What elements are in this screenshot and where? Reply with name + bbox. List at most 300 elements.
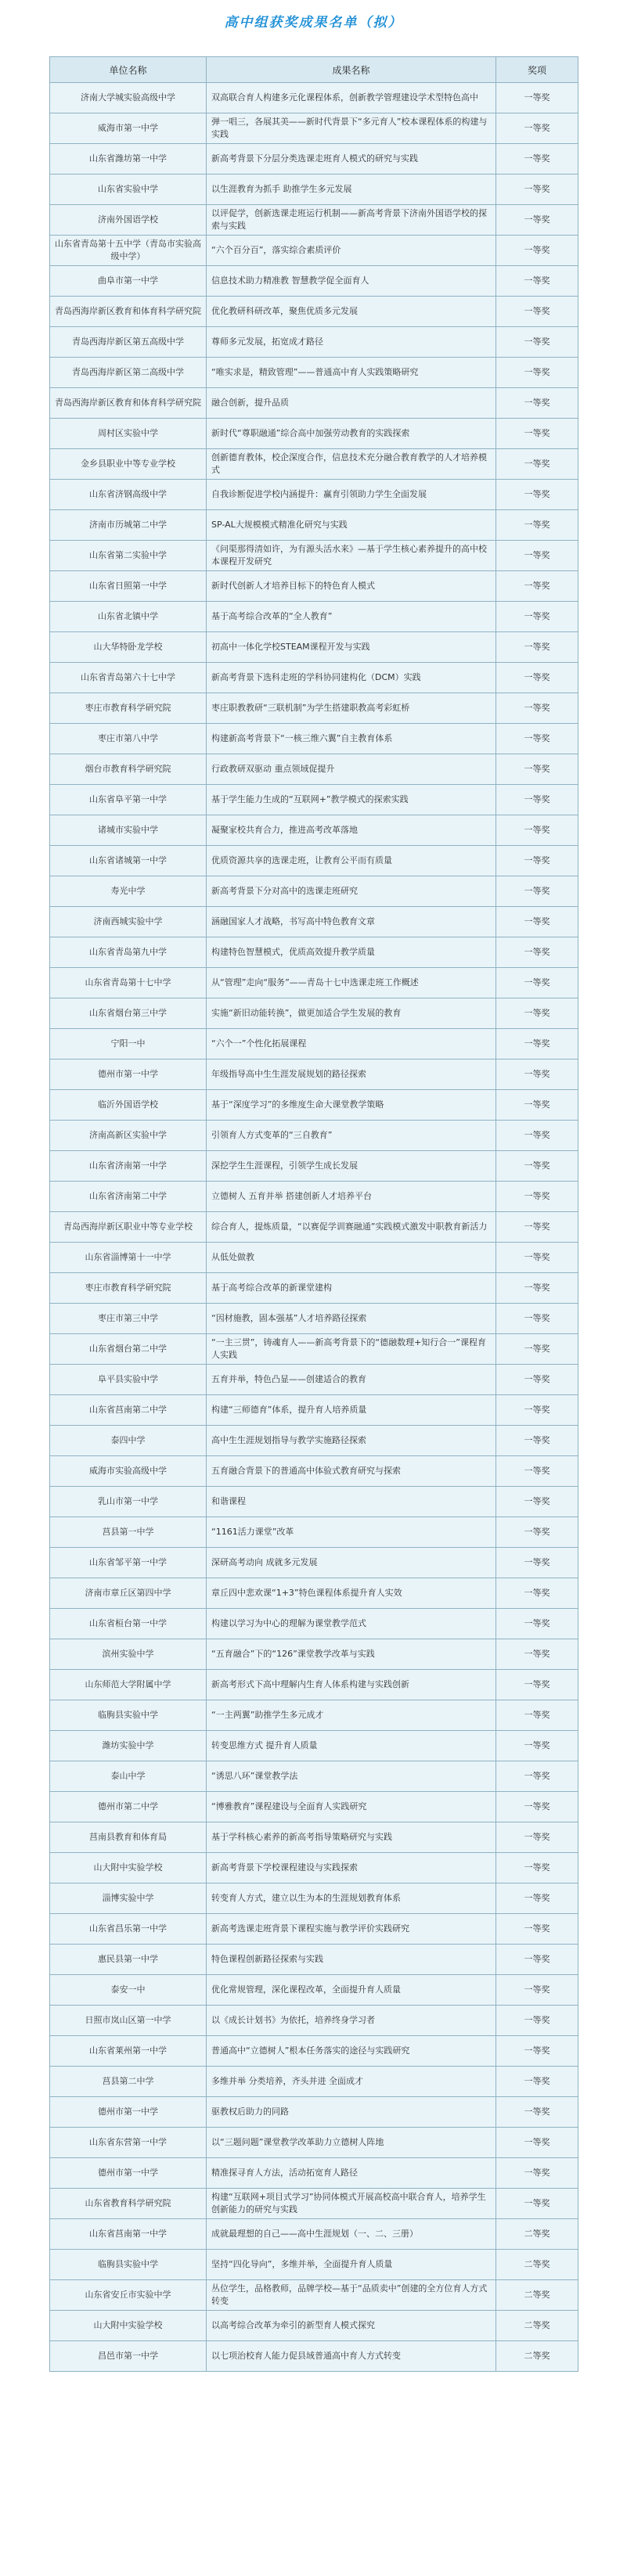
table-row (50, 632, 578, 663)
unit-name-cell: 山大附中实验学校 (50, 1853, 207, 1883)
unit-name-cell: 山东省烟台第三中学 (50, 998, 207, 1029)
achievement-name-cell: 涵融国家人才战略，书写高中特色教育文章 (207, 907, 496, 937)
award-cell: 一等奖 (496, 1639, 578, 1670)
table-row (50, 174, 578, 205)
unit-name-cell: 山东省淄博第十一中学 (50, 1243, 207, 1273)
award-cell: 一等奖 (496, 419, 578, 449)
achievement-name-cell: 新时代“尊职融通”综合高中加强劳动教育的实践探索 (207, 419, 496, 449)
table-row (50, 663, 578, 693)
table-row (50, 1182, 578, 1212)
table-row (50, 1792, 578, 1822)
table-row (50, 1548, 578, 1578)
achievement-name-cell: 构建以学习为中心的理解为课堂教学范式 (207, 1609, 496, 1639)
unit-name-cell: 德州市第一中学 (50, 1060, 207, 1090)
award-cell: 一等奖 (496, 358, 578, 388)
unit-name-cell: 青岛西海岸新区第二高级中学 (50, 358, 207, 388)
unit-name-cell: 威海市实验高级中学 (50, 1456, 207, 1487)
achievement-name-cell: 新高考背景下选科走班的学科协同建构化（DCM）实践 (207, 663, 496, 693)
achievement-name-cell: 引领育人方式变革的“三自教育” (207, 1121, 496, 1151)
unit-name-cell: 德州市第一中学 (50, 2097, 207, 2128)
award-cell: 一等奖 (496, 1456, 578, 1487)
award-cell: 一等奖 (496, 937, 578, 968)
table-row (50, 1304, 578, 1334)
unit-name-cell: 济南大学城实验高级中学 (50, 83, 207, 113)
achievement-name-cell: “一主两翼”助推学生多元成才 (207, 1700, 496, 1731)
unit-name-cell: 泰四中学 (50, 1426, 207, 1456)
achievement-name-cell: 新高考选课走班背景下课程实施与教学评价实践研究 (207, 1914, 496, 1945)
award-cell: 一等奖 (496, 1822, 578, 1853)
table-row (50, 1273, 578, 1304)
table-row (50, 693, 578, 724)
table-row (50, 2341, 578, 2372)
unit-name-cell: 济南市历城第二中学 (50, 510, 207, 541)
unit-name-cell: 山东省青岛第六十七中学 (50, 663, 207, 693)
achievement-name-cell: 新高考背景下学校课程建设与实践探索 (207, 1853, 496, 1883)
table-row (50, 1121, 578, 1151)
achievement-name-cell: 新高考背景下分层分类选课走班育人模式的研究与实践 (207, 144, 496, 174)
achievement-name-cell: 五育并举，特色凸显——创建适合的教育 (207, 1365, 496, 1395)
achievement-name-cell: “唯实求是，精致管理”——普通高中育人实践策略研究 (207, 358, 496, 388)
achievement-name-cell: 和谐课程 (207, 1487, 496, 1517)
table-row (50, 1914, 578, 1945)
achievement-name-cell: “因材施教，固本强基”人才培养路径探索 (207, 1304, 496, 1334)
award-cell: 一等奖 (496, 1945, 578, 1975)
unit-name-cell: 山东省教育科学研究院 (50, 2189, 207, 2219)
achievement-name-cell: 行政教研双驱动 重点领域促提升 (207, 754, 496, 785)
achievement-name-cell: 立德树人 五育并举 搭建创新人才培养平台 (207, 1182, 496, 1212)
award-cell: 二等奖 (496, 2250, 578, 2280)
unit-name-cell: 诸城市实验中学 (50, 815, 207, 846)
award-cell: 一等奖 (496, 2189, 578, 2219)
achievement-name-cell: 以高考综合改革为牵引的新型育人模式探究 (207, 2311, 496, 2341)
achievement-name-cell: 年级指导高中生生涯发展规划的路径探索 (207, 1060, 496, 1090)
table-row (50, 754, 578, 785)
achievement-name-cell: 基于学生能力生成的“互联网+”教学模式的探索实践 (207, 785, 496, 815)
awards-table (49, 56, 578, 2372)
award-cell: 二等奖 (496, 2280, 578, 2311)
achievement-name-cell: 多维并举 分类培养，齐头并进 全面成才 (207, 2067, 496, 2097)
table-body (50, 83, 578, 2372)
unit-name-cell: 枣庄市第八中学 (50, 724, 207, 754)
unit-name-cell: 山东省烟台第二中学 (50, 1334, 207, 1365)
achievement-name-cell: 构建“三师德育”体系，提升育人培养质量 (207, 1395, 496, 1426)
award-cell: 一等奖 (496, 1731, 578, 1761)
unit-name-cell: 山东省莒南第一中学 (50, 2219, 207, 2250)
award-cell: 一等奖 (496, 297, 578, 327)
achievement-name-cell: “博雅教育”课程建设与全面育人实践研究 (207, 1792, 496, 1822)
award-cell: 一等奖 (496, 205, 578, 236)
table-row (50, 907, 578, 937)
achievement-name-cell: “1161活力课堂”改革 (207, 1517, 496, 1548)
award-cell: 一等奖 (496, 2158, 578, 2189)
award-cell: 一等奖 (496, 876, 578, 907)
unit-name-cell: 昌邑市第一中学 (50, 2341, 207, 2372)
unit-name-cell: 临朐县实验中学 (50, 2250, 207, 2280)
achievement-name-cell: 优化教研科研改革，聚焦优质多元发展 (207, 297, 496, 327)
table-row (50, 1365, 578, 1395)
achievement-name-cell: 弹一唱三，各展其美——新时代背景下“多元育人”校本课程体系的构建与实践 (207, 113, 496, 144)
achievement-name-cell: 基于高考综合改革的“全人教育” (207, 602, 496, 632)
unit-name-cell: 曲阜市第一中学 (50, 266, 207, 297)
achievement-name-cell: 以七项治校育人能力促县域普通高中育人方式转变 (207, 2341, 496, 2372)
unit-name-cell: 威海市第一中学 (50, 113, 207, 144)
award-cell: 一等奖 (496, 113, 578, 144)
table-header-row (50, 57, 578, 83)
table-row (50, 2219, 578, 2250)
achievement-name-cell: 构建特色智慧模式，优质高效提升教学质量 (207, 937, 496, 968)
achievement-name-cell: 坚持“四化导向”，多维并举，全面提升育人质量 (207, 2250, 496, 2280)
achievement-name-cell: 双高联合育人构建多元化课程体系，创新教学管理建设学术型特色高中 (207, 83, 496, 113)
table-row (50, 2280, 578, 2311)
achievement-name-cell: 新高考形式下高中理解内生育人体系构建与实践创新 (207, 1670, 496, 1700)
award-cell: 一等奖 (496, 510, 578, 541)
award-cell: 一等奖 (496, 785, 578, 815)
achievement-name-cell: 深研高考动向 成就多元发展 (207, 1548, 496, 1578)
unit-name-cell: 青岛西海岸新区教育和体育科学研究院 (50, 297, 207, 327)
award-cell: 一等奖 (496, 1548, 578, 1578)
unit-name-cell: 德州市第二中学 (50, 1792, 207, 1822)
table-row (50, 205, 578, 236)
header-achievement-name: 成果名称 (207, 57, 496, 83)
unit-name-cell: 山东省昌乐第一中学 (50, 1914, 207, 1945)
header-unit-name: 单位名称 (50, 57, 207, 83)
award-cell: 一等奖 (496, 388, 578, 419)
achievement-name-cell: 转变育人方式，建立以生为本的生涯规划教育体系 (207, 1883, 496, 1914)
unit-name-cell: 枣庄市第三中学 (50, 1304, 207, 1334)
award-cell: 一等奖 (496, 815, 578, 846)
unit-name-cell: 山东省济钢高级中学 (50, 480, 207, 510)
achievement-name-cell: 以《成长计划书》为依托，培养终身学习者 (207, 2006, 496, 2036)
unit-name-cell: 泰山中学 (50, 1761, 207, 1792)
award-cell: 一等奖 (496, 236, 578, 266)
unit-name-cell: 惠民县第一中学 (50, 1945, 207, 1975)
unit-name-cell: 山东省青岛第十五中学（青岛市实验高级中学） (50, 236, 207, 266)
unit-name-cell: 阜平县实验中学 (50, 1365, 207, 1395)
unit-name-cell: 济南外国语学校 (50, 205, 207, 236)
unit-name-cell: 莒南县教育和体育局 (50, 1822, 207, 1853)
table-row (50, 1151, 578, 1182)
unit-name-cell: 烟台市教育科学研究院 (50, 754, 207, 785)
unit-name-cell: 滨州实验中学 (50, 1639, 207, 1670)
achievement-name-cell: 丛位学生，品格教师，品牌学校—基于“品质卖中”创建的全方位育人方式转变 (207, 2280, 496, 2311)
table-row (50, 1822, 578, 1853)
unit-name-cell: 莒县第二中学 (50, 2067, 207, 2097)
table-row (50, 236, 578, 266)
award-cell: 一等奖 (496, 1151, 578, 1182)
table-row (50, 1395, 578, 1426)
award-cell: 一等奖 (496, 1365, 578, 1395)
table-row (50, 83, 578, 113)
table-row (50, 998, 578, 1029)
unit-name-cell: 泰安一中 (50, 1975, 207, 2006)
award-cell: 一等奖 (496, 174, 578, 205)
unit-name-cell: 山东省邹平第一中学 (50, 1548, 207, 1578)
table-row (50, 541, 578, 571)
award-cell: 一等奖 (496, 571, 578, 602)
unit-name-cell: 山东省北镇中学 (50, 602, 207, 632)
table-row (50, 1060, 578, 1090)
achievement-name-cell: “一主三贯”，铸魂育人——新高考背景下的“德融数理+知行合一”课程育人实践 (207, 1334, 496, 1365)
achievement-name-cell: 以评促学，创新选课走班运行机制——新高考背景下济南外国语学校的探索与实践 (207, 205, 496, 236)
header-award: 奖项 (496, 57, 578, 83)
table-row (50, 1670, 578, 1700)
unit-name-cell: 山东省济南第一中学 (50, 1151, 207, 1182)
achievement-name-cell: SP-AL大规模模式精准化研究与实践 (207, 510, 496, 541)
award-cell: 一等奖 (496, 1670, 578, 1700)
unit-name-cell: 济南高新区实验中学 (50, 1121, 207, 1151)
award-cell: 一等奖 (496, 449, 578, 480)
achievement-name-cell: 融合创新，提升品质 (207, 388, 496, 419)
table-row (50, 1639, 578, 1670)
unit-name-cell: 山大附中实验学校 (50, 2311, 207, 2341)
achievement-name-cell: 《问渠那得清如许，为有源头活水来》—基于学生核心素养提升的高中校本课程开发研究 (207, 541, 496, 571)
award-cell: 一等奖 (496, 1914, 578, 1945)
table-row (50, 1761, 578, 1792)
achievement-name-cell: 普通高中“立德树人”根本任务落实的途径与实践研究 (207, 2036, 496, 2067)
unit-name-cell: 山东省青岛第十七中学 (50, 968, 207, 998)
award-cell: 一等奖 (496, 2128, 578, 2158)
table-row (50, 113, 578, 144)
award-cell: 一等奖 (496, 1578, 578, 1609)
table-row (50, 602, 578, 632)
table-row (50, 724, 578, 754)
unit-name-cell: 山东省青岛第九中学 (50, 937, 207, 968)
award-cell: 一等奖 (496, 1090, 578, 1121)
award-cell: 一等奖 (496, 1273, 578, 1304)
award-cell: 一等奖 (496, 541, 578, 571)
table-row (50, 1426, 578, 1456)
table-row (50, 1945, 578, 1975)
unit-name-cell: 山东省阜平第一中学 (50, 785, 207, 815)
award-cell: 一等奖 (496, 1487, 578, 1517)
unit-name-cell: 山东省安丘市实验中学 (50, 2280, 207, 2311)
award-cell: 一等奖 (496, 1243, 578, 1273)
award-cell: 一等奖 (496, 693, 578, 724)
achievement-name-cell: 优质资源共享的选课走班，让教育公平而有质量 (207, 846, 496, 876)
achievement-name-cell: 构建“互联网+项目式学习”协同体模式开展高校高中联合育人，培养学生创新能力的研究与实践 (207, 2189, 496, 2219)
table-row (50, 2067, 578, 2097)
table-row (50, 297, 578, 327)
achievement-name-cell: 深挖学生生涯课程，引领学生成长发展 (207, 1151, 496, 1182)
unit-name-cell: 潍坊实验中学 (50, 1731, 207, 1761)
unit-name-cell: 山东省莱州第一中学 (50, 2036, 207, 2067)
table-row (50, 571, 578, 602)
achievement-name-cell: “六个一”个性化拓展课程 (207, 1029, 496, 1060)
achievement-name-cell: 创新德育教体，校企深度合作，信息技术充分融合教育教学的人才培养模式 (207, 449, 496, 480)
unit-name-cell: 山东省诸城第一中学 (50, 846, 207, 876)
achievement-name-cell: 构建新高考背景下“一核三维六翼”自主教育体系 (207, 724, 496, 754)
table-row (50, 144, 578, 174)
achievement-name-cell: 以生涯教育为抓手 助推学生多元发展 (207, 174, 496, 205)
table-row (50, 2128, 578, 2158)
achievement-name-cell: “五育融合”下的“126”课堂教学改革与实践 (207, 1639, 496, 1670)
unit-name-cell: 山东省日照第一中学 (50, 571, 207, 602)
unit-name-cell: 济南西城实验中学 (50, 907, 207, 937)
award-cell: 一等奖 (496, 1182, 578, 1212)
unit-name-cell: 山大华特卧龙学校 (50, 632, 207, 663)
table-row (50, 1700, 578, 1731)
achievement-name-cell: 从低处做教 (207, 1243, 496, 1273)
award-cell: 一等奖 (496, 266, 578, 297)
achievement-name-cell: 自我诊断促进学校内涵提升：赢育引领助力学生全面发展 (207, 480, 496, 510)
award-cell: 一等奖 (496, 2097, 578, 2128)
table-row (50, 1975, 578, 2006)
achievement-name-cell: 尊师多元发展，拓宽成才路径 (207, 327, 496, 358)
achievement-name-cell: 从“管理”走向“服务”——青岛十七中选课走班工作概述 (207, 968, 496, 998)
award-cell: 一等奖 (496, 327, 578, 358)
award-cell: 一等奖 (496, 1029, 578, 1060)
table-row (50, 2036, 578, 2067)
achievement-name-cell: 新高考背景下分对高中的选课走班研究 (207, 876, 496, 907)
award-cell: 一等奖 (496, 1334, 578, 1365)
table-row (50, 2158, 578, 2189)
achievement-name-cell: 初高中一体化学校STEAM课程开发与实践 (207, 632, 496, 663)
table-row (50, 937, 578, 968)
award-cell: 一等奖 (496, 663, 578, 693)
table-row (50, 785, 578, 815)
achievement-name-cell: 基于“深度学习”的多维度生命大课堂教学策略 (207, 1090, 496, 1121)
table-row (50, 480, 578, 510)
unit-name-cell: 淄博实验中学 (50, 1883, 207, 1914)
table-row (50, 327, 578, 358)
table-row (50, 1487, 578, 1517)
table-row (50, 1334, 578, 1365)
award-cell: 一等奖 (496, 83, 578, 113)
unit-name-cell: 周村区实验中学 (50, 419, 207, 449)
table-row (50, 1883, 578, 1914)
award-cell: 二等奖 (496, 2311, 578, 2341)
table-row (50, 510, 578, 541)
award-cell: 一等奖 (496, 1060, 578, 1090)
unit-name-cell: 枣庄市教育科学研究院 (50, 693, 207, 724)
achievement-name-cell: 信息技术助力精准教 智慧教学促全面育人 (207, 266, 496, 297)
award-cell: 一等奖 (496, 1304, 578, 1334)
table-row (50, 1029, 578, 1060)
achievement-name-cell: 以“三题问题”课堂教学改革助力立德树人阵地 (207, 2128, 496, 2158)
table-row (50, 1578, 578, 1609)
achievement-name-cell: 转变思维方式 提升育人质量 (207, 1731, 496, 1761)
achievement-name-cell: 基于学科核心素养的新高考指导策略研究与实践 (207, 1822, 496, 1853)
achievement-name-cell: 五育融合背景下的普通高中体验式教育研究与探索 (207, 1456, 496, 1487)
award-cell: 一等奖 (496, 144, 578, 174)
award-cell: 一等奖 (496, 968, 578, 998)
award-cell: 二等奖 (496, 2341, 578, 2372)
table-row (50, 2189, 578, 2219)
award-cell: 一等奖 (496, 724, 578, 754)
unit-name-cell: 德州市第一中学 (50, 2158, 207, 2189)
table-row (50, 1609, 578, 1639)
unit-name-cell: 临朐县实验中学 (50, 1700, 207, 1731)
unit-name-cell: 乳山市第一中学 (50, 1487, 207, 1517)
award-cell: 一等奖 (496, 1517, 578, 1548)
achievement-name-cell: “诱思八环”课堂教学法 (207, 1761, 496, 1792)
achievement-name-cell: 基于高考综合改革的新课堂建构 (207, 1273, 496, 1304)
award-cell: 一等奖 (496, 998, 578, 1029)
award-cell: 一等奖 (496, 1121, 578, 1151)
table-row (50, 815, 578, 846)
achievement-name-cell: 综合育人，提炼质量，“以赛促学训赛融通”实践模式激发中职教育新活力 (207, 1212, 496, 1243)
achievement-name-cell: “六个百分百”，落实综合素质评价 (207, 236, 496, 266)
award-cell: 一等奖 (496, 1212, 578, 1243)
table-row (50, 358, 578, 388)
award-cell: 一等奖 (496, 632, 578, 663)
award-cell: 一等奖 (496, 907, 578, 937)
unit-name-cell: 宁阳一中 (50, 1029, 207, 1060)
unit-name-cell: 山东省潍坊第一中学 (50, 144, 207, 174)
award-cell: 一等奖 (496, 602, 578, 632)
unit-name-cell: 山东省第二实验中学 (50, 541, 207, 571)
page-title: 高中组获奖成果名单（拟） (224, 15, 403, 31)
unit-name-cell: 山东师范大学附属中学 (50, 1670, 207, 1700)
achievement-name-cell: 实施“新旧动能转换”，做更加适合学生发展的教育 (207, 998, 496, 1029)
award-cell: 一等奖 (496, 480, 578, 510)
unit-name-cell: 山东省济南第二中学 (50, 1182, 207, 1212)
table-row (50, 846, 578, 876)
table-row (50, 1456, 578, 1487)
unit-name-cell: 莒县第一中学 (50, 1517, 207, 1548)
award-cell: 一等奖 (496, 1883, 578, 1914)
unit-name-cell: 山东省桓台第一中学 (50, 1609, 207, 1639)
table-row (50, 876, 578, 907)
achievement-name-cell: 高中生生涯规划指导与教学实施路径探索 (207, 1426, 496, 1456)
table-row (50, 2311, 578, 2341)
unit-name-cell: 山东省莒南第二中学 (50, 1395, 207, 1426)
award-cell: 一等奖 (496, 2006, 578, 2036)
table-row (50, 1243, 578, 1273)
table-row (50, 419, 578, 449)
achievement-name-cell: 优化常规管理，深化课程改革，全面提升育人质量 (207, 1975, 496, 2006)
table-row (50, 1731, 578, 1761)
award-cell: 一等奖 (496, 1609, 578, 1639)
unit-name-cell: 青岛西海岸新区教育和体育科学研究院 (50, 388, 207, 419)
unit-name-cell: 寿光中学 (50, 876, 207, 907)
achievement-name-cell: 精准探寻育人方法，活动拓宽育人路径 (207, 2158, 496, 2189)
award-cell: 一等奖 (496, 846, 578, 876)
table-row (50, 449, 578, 480)
unit-name-cell: 青岛西海岸新区第五高级中学 (50, 327, 207, 358)
unit-name-cell: 金乡县职业中等专业学校 (50, 449, 207, 480)
table-row (50, 266, 578, 297)
unit-name-cell: 青岛西海岸新区职业中等专业学校 (50, 1212, 207, 1243)
table-row (50, 1853, 578, 1883)
award-cell: 一等奖 (496, 1700, 578, 1731)
unit-name-cell: 山东省东营第一中学 (50, 2128, 207, 2158)
achievement-name-cell: 特色课程创新路径探索与实践 (207, 1945, 496, 1975)
achievement-name-cell: 驱教权后助力的同路 (207, 2097, 496, 2128)
award-cell: 一等奖 (496, 1975, 578, 2006)
unit-name-cell: 山东省实验中学 (50, 174, 207, 205)
achievement-name-cell: 新时代创新人才培养目标下的特色育人模式 (207, 571, 496, 602)
table-row (50, 2006, 578, 2036)
achievement-name-cell: 成就最理想的自己——高中生涯规划（一、二、三册） (207, 2219, 496, 2250)
award-cell: 一等奖 (496, 1792, 578, 1822)
award-cell: 一等奖 (496, 754, 578, 785)
award-cell: 一等奖 (496, 1426, 578, 1456)
award-cell: 一等奖 (496, 2036, 578, 2067)
unit-name-cell: 日照市岚山区第一中学 (50, 2006, 207, 2036)
award-cell: 一等奖 (496, 1761, 578, 1792)
unit-name-cell: 临沂外国语学校 (50, 1090, 207, 1121)
achievement-name-cell: 章丘四中悲欢课“1+3”特色课程体系提升育人实效 (207, 1578, 496, 1609)
award-cell: 一等奖 (496, 1395, 578, 1426)
unit-name-cell: 济南市章丘区第四中学 (50, 1578, 207, 1609)
award-cell: 二等奖 (496, 2219, 578, 2250)
table-row (50, 968, 578, 998)
table-row (50, 1212, 578, 1243)
table-row (50, 2097, 578, 2128)
achievement-name-cell: 凝聚家校共育合力，推进高考改革落地 (207, 815, 496, 846)
award-cell: 一等奖 (496, 2067, 578, 2097)
